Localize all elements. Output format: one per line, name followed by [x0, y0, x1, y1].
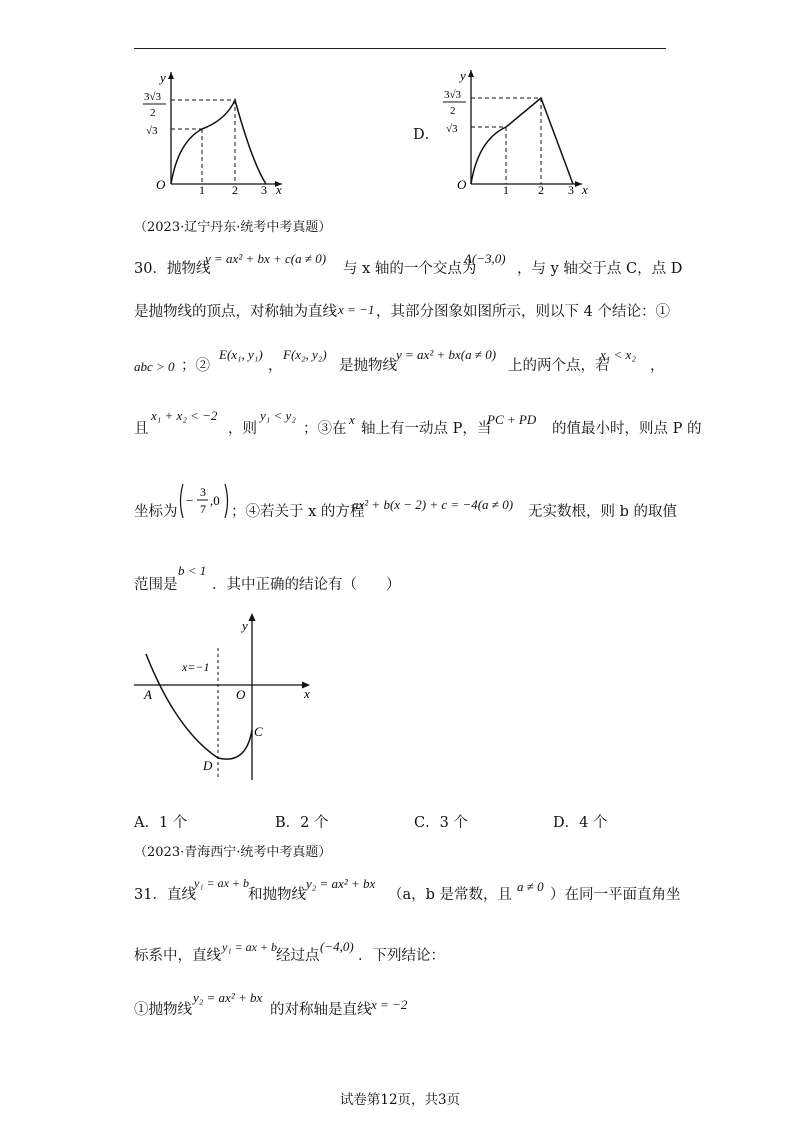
text: 与 x 轴的一个交点为 [343, 261, 477, 277]
text: 上的两个点，若 [508, 358, 610, 374]
x-tick-1: 1 [199, 183, 205, 197]
y-tick-top-numerator: 3√3 [144, 91, 162, 103]
x-tick-2: 2 [232, 183, 238, 197]
formula: F(x₂, y₂) [283, 347, 327, 362]
text: ，与 y 轴交于点 C，点 D [517, 261, 683, 277]
formula: x = −2 [371, 997, 408, 1012]
fraction-coordinate [178, 481, 230, 521]
text: 的值最小时，则点 P 的 [552, 421, 702, 437]
formula: x [349, 412, 355, 427]
x-tick-3: 3 [261, 183, 267, 197]
x-axis-label: x [304, 686, 310, 701]
point-c-label: C [254, 724, 263, 739]
text: 抛物线 [166, 261, 211, 277]
formula: y₂ = ax² + bx [306, 876, 376, 891]
q30-source: （2023·辽宁丹东·统考中考真题） [134, 220, 332, 235]
y-tick-top-denominator: 2 [450, 105, 456, 117]
formula: ax² + b(x − 2) + c = −4(a ≠ 0) [352, 497, 514, 512]
y-axis-label: y [460, 68, 466, 83]
y-tick-top-numerator: 3√3 [444, 89, 462, 101]
page-footer: 试卷第12页，共3页 [339, 1092, 461, 1108]
text: 轴上有一动点 P，当 [361, 421, 492, 437]
text: （a，b 是常数，且 [388, 887, 513, 903]
numerator: 3 [200, 485, 206, 499]
option-b[interactable]: B．2 个 [275, 815, 329, 831]
formula: x₁ < x₂ [600, 347, 636, 362]
text: 的对称轴是直线 [270, 1002, 372, 1018]
text: 是抛物线的顶点，对称轴为直线 [134, 304, 337, 320]
text: ；② [181, 358, 210, 374]
y-tick-top-denominator: 2 [150, 107, 156, 119]
text: 和抛物线 [248, 887, 306, 903]
text: ．其中正确的结论有（ ） [212, 577, 401, 593]
option-d-graph [434, 62, 594, 198]
y-tick-low: √3 [446, 123, 458, 135]
formula: y₁ = ax + b [222, 940, 278, 954]
y-axis-label: y [242, 618, 248, 633]
formula: a ≠ 0 [517, 879, 544, 894]
y-axis-label: y [160, 70, 166, 85]
x-tick-3: 3 [568, 183, 574, 197]
option-d-label: D． [413, 127, 440, 143]
denominator: 7 [200, 502, 206, 516]
point-d-label: D [203, 758, 213, 773]
x-tick-2: 2 [538, 183, 544, 197]
axis-of-symmetry-label: x=−1 [182, 660, 210, 674]
origin-label: O [236, 687, 246, 702]
text: ．下列结论： [358, 948, 445, 964]
option-a[interactable]: A．1 个 [134, 815, 188, 831]
parabola-graph [130, 608, 320, 780]
text: 无实数根，则 b 的取值 [528, 504, 677, 520]
formula: PC + PD [487, 412, 537, 427]
formula: y₁ = ax + b [194, 876, 250, 890]
text: ①抛物线 [134, 1002, 192, 1018]
y-tick-low: √3 [146, 125, 158, 137]
formula: x₁ + x₂ < −2 [151, 408, 218, 423]
formula: A(−3,0) [464, 251, 506, 266]
x-axis-label: x [276, 182, 282, 197]
text: ；④若关于 x 的方程 [231, 504, 365, 520]
text: ， [268, 358, 283, 374]
text: 范围是 [134, 577, 178, 593]
q30-line-1 [134, 262, 210, 277]
point-a-label: A [144, 687, 152, 702]
origin-label: O [156, 177, 166, 192]
x-axis-label: x [582, 182, 588, 197]
formula: y = ax² + bx(a ≠ 0) [396, 347, 497, 362]
text: ，则 [228, 421, 257, 437]
text: ）在同一平面直角坐 [550, 887, 681, 903]
option-c[interactable]: C．3 个 [414, 815, 468, 831]
option-c-graph [134, 62, 294, 198]
question-number: 31． [134, 887, 167, 903]
formula: (−4,0) [320, 939, 354, 954]
formula: y = ax² + bx + c(a ≠ 0) [205, 251, 327, 266]
text: 且 [134, 421, 149, 437]
formula: abc > 0 [134, 359, 175, 374]
text: ，其部分图象如图所示，则以下 4 个结论：① [376, 304, 670, 320]
question-number: 30． [134, 261, 167, 277]
text: 是抛物线 [339, 358, 397, 374]
q31-line-1 [134, 888, 196, 903]
formula: x = −1 [338, 302, 375, 317]
formula: b < 1 [178, 563, 207, 578]
minus-sign: − [186, 493, 194, 508]
text: 经过点 [276, 948, 320, 964]
text: ；③在 [303, 421, 347, 437]
formula: y₂ = ax² + bx [193, 990, 263, 1005]
formula: y₁ < y₂ [260, 408, 296, 423]
text: 标系中，直线 [134, 948, 221, 964]
option-d[interactable]: D．4 个 [553, 815, 608, 831]
header-rule [134, 48, 666, 49]
text: 直线 [166, 887, 196, 903]
q31-source: （2023·青海西宁·统考中考真题） [134, 845, 332, 860]
coord-tail: ,0 [210, 493, 220, 508]
text: 坐标为 [134, 504, 178, 520]
text: ， [650, 358, 665, 374]
formula: E(x₁, y₁) [219, 347, 263, 362]
x-tick-1: 1 [503, 183, 509, 197]
origin-label: O [457, 177, 467, 192]
